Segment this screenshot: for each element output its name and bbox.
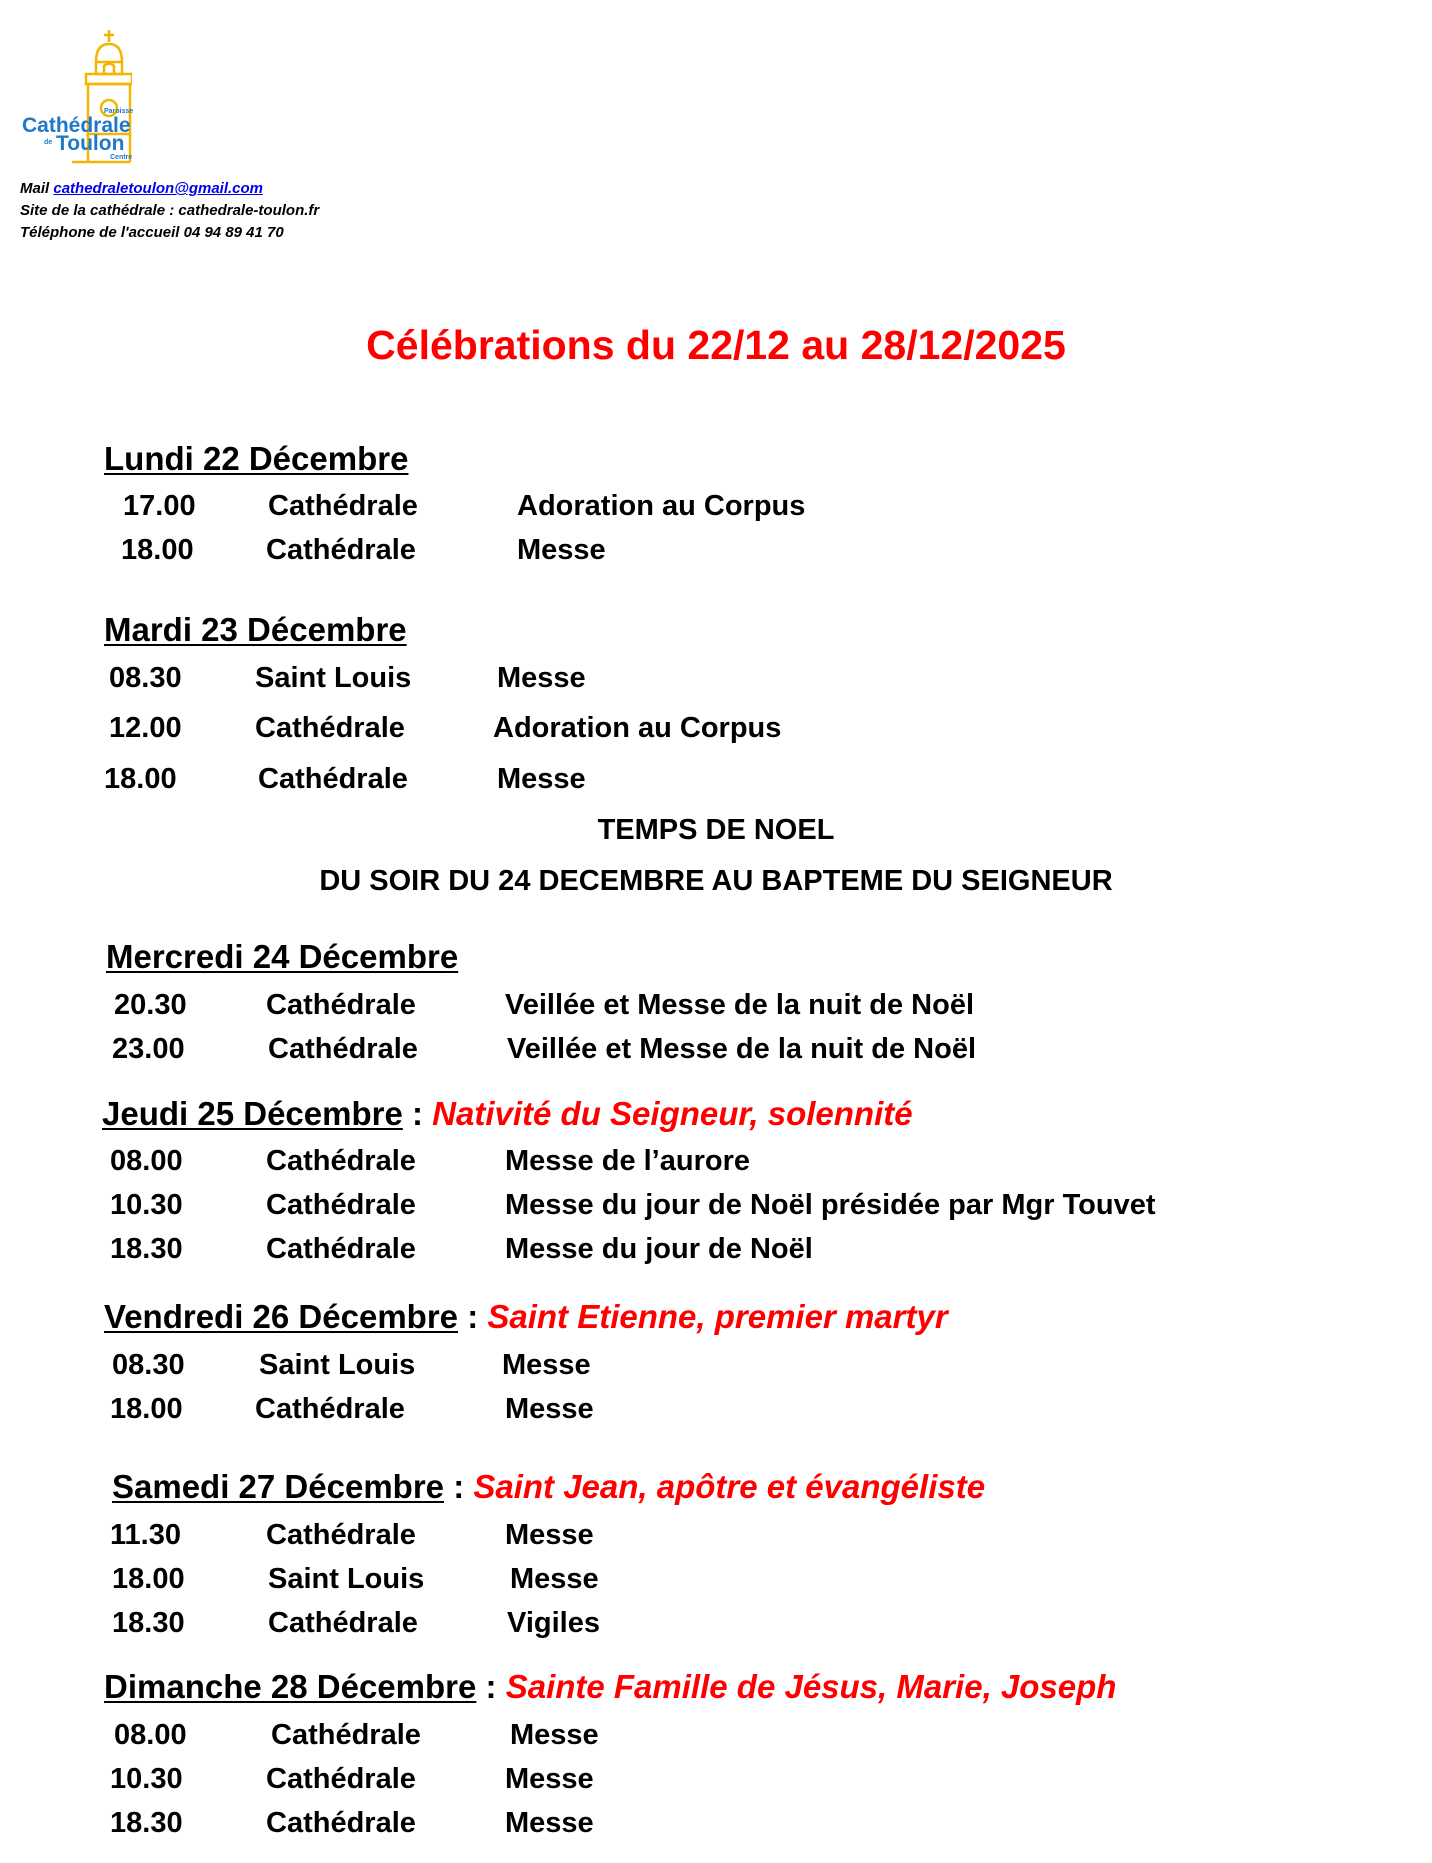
- event-desc: Messe: [497, 662, 586, 694]
- day-heading-vendredi: [104, 1298, 948, 1336]
- event-place: Saint Louis: [268, 1563, 425, 1595]
- event-time: 18.00: [121, 534, 194, 566]
- event-desc: Messe: [505, 1393, 594, 1425]
- event-time: 18.00: [112, 1563, 185, 1595]
- event-time: 10.30: [110, 1189, 183, 1221]
- event-desc: Messe: [510, 1719, 599, 1751]
- mail-link[interactable]: cathedraletoulon@gmail.com: [53, 180, 264, 197]
- cathedral-logo: [22, 28, 132, 168]
- event-time: 08.30: [112, 1349, 185, 1381]
- event-time: 18.00: [104, 763, 177, 795]
- event-time: 18.30: [110, 1807, 183, 1839]
- event-place: Cathédrale: [255, 712, 405, 744]
- day-heading-lundi: [104, 440, 408, 478]
- day-heading-mardi: [104, 611, 407, 649]
- event-time: 17.00: [123, 490, 196, 522]
- event-desc: Messe du jour de Noël: [505, 1233, 813, 1265]
- event-place: Cathédrale: [268, 1607, 418, 1639]
- notice-line1: TEMPS DE NOEL: [597, 814, 835, 846]
- feast-label: Nativité du Seigneur, solennité: [432, 1095, 913, 1132]
- logo-line1: Cathédrale: [22, 114, 131, 137]
- event-place: Cathédrale: [268, 490, 418, 522]
- contact-site: Site de la cathédrale : cathedrale-toulon.fr: [20, 202, 320, 219]
- event-place: Saint Louis: [259, 1349, 416, 1381]
- event-time: 11.30: [110, 1519, 181, 1551]
- day-heading-dimanche: [104, 1668, 1116, 1706]
- day-heading-samedi: [112, 1468, 985, 1506]
- event-time: 20.30: [114, 989, 187, 1021]
- event-place: Cathédrale: [266, 1145, 416, 1177]
- feast-label: Saint Jean, apôtre et évangéliste: [473, 1468, 986, 1505]
- event-place: Cathédrale: [258, 763, 408, 795]
- logo-small-bottom: Centre: [110, 154, 133, 161]
- event-place: Cathédrale: [266, 534, 416, 566]
- event-desc: Messe: [502, 1349, 591, 1381]
- event-time: 08.00: [114, 1719, 187, 1751]
- event-desc: Messe: [505, 1807, 594, 1839]
- event-place: Cathédrale: [266, 1189, 416, 1221]
- event-desc: Adoration au Corpus: [493, 712, 782, 744]
- event-place: Saint Louis: [255, 662, 412, 694]
- event-desc: Messe: [517, 534, 606, 566]
- feast-label: Sainte Famille de Jésus, Marie, Joseph: [505, 1668, 1117, 1705]
- event-place: Cathédrale: [266, 1763, 416, 1795]
- notice-line2: DU SOIR DU 24 DECEMBRE AU BAPTEME DU SEIGNEUR: [319, 865, 1113, 897]
- logo-line2: Toulon: [56, 132, 125, 155]
- event-place: Cathédrale: [266, 1807, 416, 1839]
- event-desc: Messe du jour de Noël présidée par Mgr Touvet: [505, 1189, 1156, 1221]
- event-desc: Messe: [510, 1563, 599, 1595]
- day-separator: :: [467, 1298, 488, 1335]
- day-name: Dimanche 28 Décembre: [104, 1668, 477, 1705]
- day-name: Vendredi 26 Décembre: [104, 1298, 459, 1335]
- event-desc: Messe: [505, 1763, 594, 1795]
- contact-phone: Téléphone de l'accueil 04 94 89 41 70: [20, 224, 284, 241]
- event-time: 18.30: [112, 1607, 185, 1639]
- event-desc: Messe: [497, 763, 586, 795]
- logo-small-top: Paroisse: [104, 108, 134, 115]
- day-separator: :: [453, 1468, 474, 1505]
- day-separator: :: [412, 1095, 433, 1132]
- event-place: Cathédrale: [268, 1033, 418, 1065]
- page-title: Célébrations du 22/12 au 28/12/2025: [366, 322, 1066, 368]
- day-name: Lundi 22 Décembre: [104, 440, 409, 477]
- event-place: Cathédrale: [266, 989, 416, 1021]
- event-time: 12.00: [109, 712, 182, 744]
- day-heading-jeudi: [102, 1095, 913, 1133]
- event-time: 18.30: [110, 1233, 183, 1265]
- day-heading-mercredi: [106, 938, 458, 976]
- event-desc: Veillée et Messe de la nuit de Noël: [505, 989, 975, 1021]
- event-place: Cathédrale: [255, 1393, 405, 1425]
- day-name: Mercredi 24 Décembre: [106, 938, 459, 975]
- event-time: 08.30: [109, 662, 182, 694]
- contact-mail: [20, 180, 263, 197]
- day-separator: :: [485, 1668, 506, 1705]
- event-desc: Messe: [505, 1519, 594, 1551]
- event-desc: Messe de l’aurore: [505, 1145, 750, 1177]
- event-desc: Vigiles: [507, 1607, 600, 1639]
- event-place: Cathédrale: [271, 1719, 421, 1751]
- event-desc: Veillée et Messe de la nuit de Noël: [507, 1033, 977, 1065]
- event-time: 23.00: [112, 1033, 185, 1065]
- day-name: Jeudi 25 Décembre: [102, 1095, 403, 1132]
- event-time: 18.00: [110, 1393, 183, 1425]
- logo-line-de: de: [44, 139, 53, 146]
- mail-label: Mail: [20, 180, 50, 197]
- day-name: Mardi 23 Décembre: [104, 611, 407, 648]
- event-place: Cathédrale: [266, 1233, 416, 1265]
- feast-label: Saint Etienne, premier martyr: [487, 1298, 948, 1335]
- event-place: Cathédrale: [266, 1519, 416, 1551]
- event-time: 10.30: [110, 1763, 183, 1795]
- event-time: 08.00: [110, 1145, 183, 1177]
- day-name: Samedi 27 Décembre: [112, 1468, 445, 1505]
- event-desc: Adoration au Corpus: [517, 490, 806, 522]
